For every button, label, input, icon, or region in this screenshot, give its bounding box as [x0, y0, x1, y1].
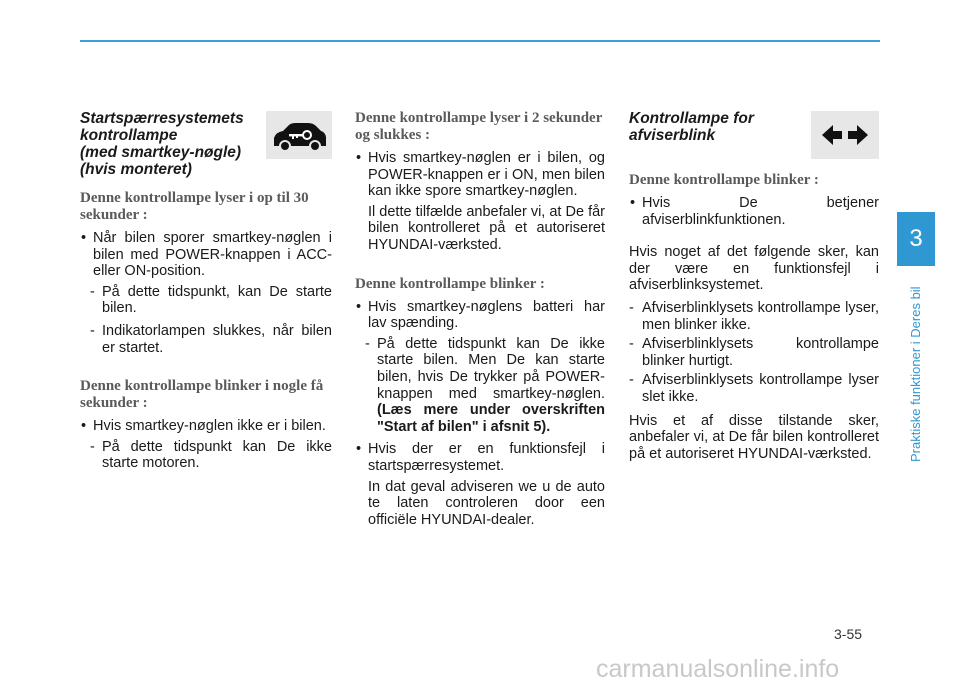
heading-blinks: Denne kontrollampe blinker i nogle få sekunder : — [80, 378, 324, 412]
column-immobilizer — [80, 110, 332, 478]
title-line: kontrollampe — [80, 127, 178, 144]
bullet-text: Når bilen sporer smartkey-nøglen i bilen med POWER-knappen i ACC- eller ON-position. — [93, 230, 332, 280]
paragraph: Hvis noget af det følgende sker, kan der være en funktionsfejl i afviserblinksystemet. — [629, 244, 879, 294]
paragraph: Hvis et af disse tilstande sker, anbefaler vi, at De får bilen kontrolleret på et autoriseret HYUNDAI-værksted. — [629, 412, 879, 462]
page-number: 3-55 — [834, 626, 863, 642]
dash-item: - Afviserblinklysets kontrollampe lyser, men blinker ikke. — [629, 299, 879, 333]
title-line: Startspærresystemets — [80, 110, 244, 127]
watermark: carmanualsonline.info — [596, 655, 840, 683]
bullet-item: • Når bilen sporer smartkey-nøglen i bilen med POWER-knappen i ACC- eller ON-position. — [81, 230, 332, 280]
column-immobilizer-continued — [355, 110, 605, 534]
chapter-title: Praktiske funktioner i Deres bil — [908, 286, 923, 462]
sub-text: På dette tidspunkt kan De ikke starte motoren. — [102, 438, 332, 472]
cross-reference: (Læs mere under overskriften "Start af bilen" i afsnit 5). — [377, 402, 605, 435]
dash-text: Afviserblinklysets kontrollampe lyser slet ikke. — [642, 372, 879, 405]
bullet-item: • Hvis smartkey-nøglen er i bilen, og POWER-knappen er i ON, men bilen kan ikke spore smartkey-nøglen. — [356, 150, 605, 200]
bullet-text: Hvis smartkey-nøglen ikke er i bilen. — [93, 418, 326, 435]
sub-item: - Indikatorlampen slukkes, når bilen er startet. — [90, 322, 332, 356]
title-line: (hvis monteret) — [80, 161, 192, 178]
title-line: afviserblink — [629, 127, 716, 144]
bullet-item: • Hvis De betjener afviserblinkfunktionen. — [630, 195, 879, 228]
paragraph: Il dette tilfælde anbefaler vi, at De får bilen kontrolleret på et autoriseret HYUNDAI-værksted. — [368, 203, 605, 253]
bullet-text: Hvis smartkey-nøglens batteri har lav spænding. — [368, 298, 605, 332]
sub-text: På dette tidspunkt, kan De starte bilen. — [102, 283, 332, 317]
dash-item: - Afviserblinklysets kontrollampe lyser slet ikke. — [629, 372, 879, 405]
heading-blinks: Denne kontrollampe blinker : — [355, 275, 545, 292]
dash-text: Afviserblinklysets kontrollampe lyser, men blinker ikke. — [642, 299, 879, 333]
sub-text: Indikatorlampen slukkes, når bilen er startet. — [102, 322, 332, 356]
bullet-item: • Hvis der er en funktionsfejl i startspærresystemet. — [356, 441, 605, 474]
sub-item: - På dette tidspunkt kan De ikke starte motoren. — [90, 438, 332, 472]
bullet-text: Hvis der er en funktionsfejl i startspærresystemet. — [368, 441, 605, 474]
heading-blinks: Denne kontrollampe blinker : — [629, 172, 819, 188]
paragraph: In dat geval adviseren we u de auto te laten controleren door een officiële HYUNDAI-dealer. — [368, 478, 605, 528]
header-rule — [80, 40, 880, 42]
title-line: Kontrollampe for — [629, 110, 754, 127]
dash-item: - Afviserblinklysets kontrollampe blinker hurtigt. — [629, 336, 879, 369]
sub-text: På dette tidspunkt kan De ikke starte bilen. Men De kan starte bilen, hvis De trykker på POWER-knappen med smartkey-nøglen. — [377, 335, 605, 402]
title-line: (med smartkey-nøgle) — [80, 144, 242, 161]
column-turn-signal — [629, 110, 879, 468]
dash-text: Afviserblinklysets kontrollampe blinker hurtigt. — [642, 336, 879, 369]
section-title — [629, 110, 879, 144]
bullet-text: Hvis De betjener afviserblinkfunktionen. — [642, 195, 879, 228]
chapter-tab: 3 — [897, 212, 935, 266]
bullet-text: Hvis smartkey-nøglen er i bilen, og POWER-knappen er i ON, men bilen kan ikke spore smartkey-nøglen. — [368, 150, 605, 200]
bullet-item: • Hvis smartkey-nøglen ikke er i bilen. — [81, 418, 326, 435]
heading-lights-2s: Denne kontrollampe lyser i 2 sekunder og slukkes : — [355, 110, 603, 143]
sub-item: - På dette tidspunkt, kan De starte bilen. — [90, 283, 332, 317]
heading-lights-up: Denne kontrollampe lyser i op til 30 sekunder : — [80, 190, 309, 223]
bullet-item: • Hvis smartkey-nøglens batteri har lav spænding. — [356, 298, 605, 332]
section-title — [80, 110, 332, 178]
sub-item: - På dette tidspunkt kan De ikke starte bilen. Men De kan starte bilen, hvis De trykker på POWER-knappen med smartkey-nøglen. (Læs mere under overskriften "Start af bilen" i afsnit 5). — [365, 335, 605, 435]
